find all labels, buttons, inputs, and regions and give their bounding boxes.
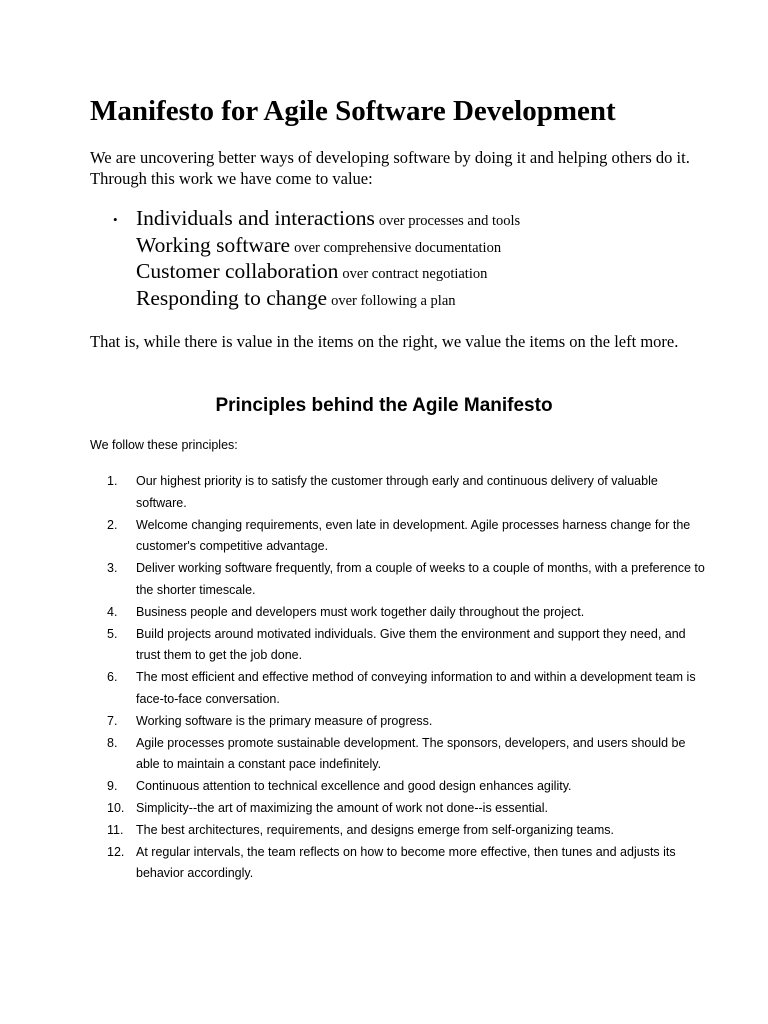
value-preferred: Working software: [136, 232, 291, 257]
principle-text: Our highest priority is to satisfy the customer through early and continuous delivery of valuable software.: [136, 474, 658, 510]
principle-item: [90, 602, 710, 624]
principle-item: [90, 798, 710, 820]
principle-number: 11.: [107, 822, 124, 837]
principles-list: [90, 471, 710, 885]
principles-title: Principles behind the Agile Manifesto: [215, 395, 553, 416]
principle-number: 12.: [107, 844, 125, 859]
value-item: [90, 285, 710, 312]
principle-number: 8.: [107, 735, 118, 750]
manifesto-intro: We are uncovering better ways of developing software by doing it and helping others do it. Through this work we have come to value:: [90, 148, 690, 188]
principle-text: Welcome changing requirements, even late in development. Agile processes harness change for the customer's competitive advantage.: [136, 517, 691, 554]
principle-item: [90, 776, 710, 798]
principle-number: 10.: [107, 800, 125, 815]
principle-item: [90, 515, 710, 559]
manifesto-conclusion: That is, while there is value in the items on the right, we value the items on the left more.: [90, 332, 679, 351]
principle-item: [90, 733, 710, 777]
value-preferred: Customer collaboration: [136, 259, 339, 283]
principle-text: At regular intervals, the team reflects on how to become more effective, then tunes and adjusts its behavior accordingly.: [136, 844, 676, 881]
value-item: [90, 258, 710, 285]
principle-text: Build projects around motivated individuals. Give them the environment and support they need, and trust them to get the job done.: [136, 626, 686, 663]
principle-item: [90, 624, 710, 668]
bullet-icon: •: [113, 212, 118, 227]
value-secondary: over contract negotiation: [342, 266, 488, 282]
principle-text: The most efficient and effective method of conveying information to and within a development team is face-to-face conversation.: [136, 670, 696, 706]
value-secondary: over processes and tools: [378, 213, 521, 229]
value-secondary: over following a plan: [331, 292, 456, 309]
principle-number: 1.: [107, 474, 118, 488]
principle-number: 4.: [107, 604, 118, 619]
principle-number: 6.: [107, 670, 118, 685]
value-preferred: Individuals and interactions: [136, 206, 375, 230]
principle-number: 2.: [107, 517, 118, 532]
principle-text: Continuous attention to technical excellence and good design enhances agility.: [136, 779, 572, 794]
manifesto-title: Manifesto for Agile Software Development: [90, 95, 616, 127]
value-item: [90, 205, 710, 232]
principle-text: Deliver working software frequently, from a couple of weeks to a couple of months, with a preference to the shorter timescale.: [136, 561, 705, 597]
value-secondary: over comprehensive documentation: [294, 239, 502, 256]
values-list: [90, 205, 710, 311]
principle-text: Agile processes promote sustainable development. The sponsors, developers, and users should be able to maintain a constant pace indefinitely.: [136, 735, 686, 772]
principle-number: 7.: [107, 713, 118, 728]
principle-number: 3.: [107, 561, 118, 576]
principle-item: [90, 711, 710, 733]
principle-item: [90, 471, 710, 515]
principle-text: Simplicity--the art of maximizing the amount of work not done--is essential.: [136, 800, 548, 815]
value-preferred: Responding to change: [136, 285, 328, 310]
value-item: [90, 232, 710, 259]
principle-text: Working software is the primary measure of progress.: [136, 713, 433, 728]
principle-text: Business people and developers must work together daily throughout the project.: [136, 604, 585, 619]
principle-number: 9.: [107, 779, 118, 794]
principle-item: [90, 558, 710, 602]
principle-item: [90, 820, 710, 842]
principle-item: [90, 842, 710, 886]
principle-number: 5.: [107, 626, 118, 641]
principle-text: The best architectures, requirements, and designs emerge from self-organizing teams.: [136, 822, 615, 837]
principle-item: [90, 667, 710, 711]
principles-intro: We follow these principles:: [90, 438, 238, 452]
